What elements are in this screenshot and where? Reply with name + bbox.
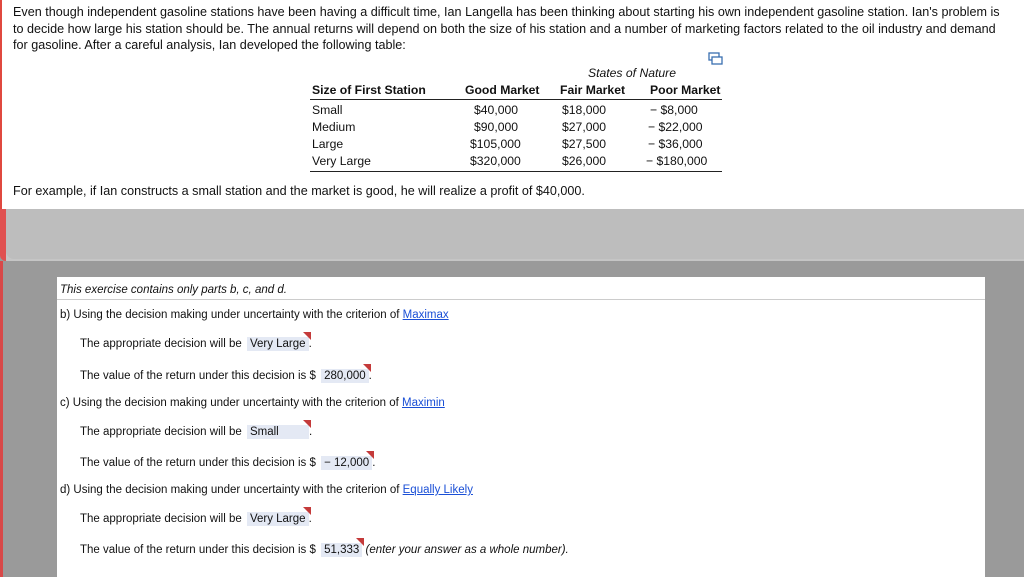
period: . bbox=[308, 338, 312, 350]
question-text: b) Using the decision making under uncertainty with the criterion of bbox=[60, 309, 403, 321]
copy-icon[interactable] bbox=[708, 52, 724, 66]
poor-value: − $180,000 bbox=[646, 154, 708, 168]
header-fair-market: Fair Market bbox=[560, 83, 626, 97]
question-text: d) Using the decision making under uncertainty with the criterion of bbox=[60, 484, 403, 496]
row-label: Small bbox=[312, 103, 343, 117]
part-c-value bbox=[80, 456, 375, 470]
part-c-question bbox=[60, 397, 445, 409]
value-label: The value of the return under this decision is $ bbox=[80, 544, 320, 556]
question-text: c) Using the decision making under uncertainty with the criterion of bbox=[60, 397, 402, 409]
exercise-intro: This exercise contains only parts b, c, and d. bbox=[60, 284, 287, 296]
part-b-decision bbox=[80, 337, 312, 351]
value-label: The value of the return under this decision is $ bbox=[80, 457, 320, 469]
example-text: For example, if Ian constructs a small station and the market is good, he will realize a profit of $40,000. bbox=[13, 184, 585, 198]
row-label: Medium bbox=[312, 120, 356, 134]
intro-separator bbox=[57, 299, 985, 300]
part-d-decision-answer[interactable]: Very Large bbox=[247, 512, 309, 526]
row-label: Large bbox=[312, 137, 344, 151]
left-accent-bar bbox=[0, 261, 3, 577]
period: . bbox=[368, 370, 372, 382]
fair-value: $27,500 bbox=[562, 137, 607, 151]
good-value: $105,000 bbox=[470, 137, 521, 151]
poor-value: − $22,000 bbox=[648, 120, 703, 134]
period: . bbox=[308, 513, 312, 525]
section-divider-band bbox=[0, 209, 1024, 261]
row-label: Very Large bbox=[312, 154, 371, 168]
good-value: $320,000 bbox=[470, 154, 521, 168]
fair-value: $26,000 bbox=[562, 154, 607, 168]
decision-label: The appropriate decision will be bbox=[80, 338, 245, 350]
header-divider bbox=[310, 99, 722, 100]
period: . bbox=[308, 426, 313, 438]
part-d-value bbox=[80, 543, 569, 557]
answer-note: (enter your answer as a whole number). bbox=[365, 544, 569, 556]
poor-value: − $8,000 bbox=[650, 103, 698, 117]
section-divider-inner bbox=[6, 209, 1024, 259]
good-value: $90,000 bbox=[474, 120, 519, 134]
equally-likely-link[interactable]: Equally Likely bbox=[402, 484, 473, 496]
part-d-question bbox=[60, 484, 473, 496]
part-b-question bbox=[60, 309, 449, 321]
header-size: Size of First Station bbox=[312, 83, 426, 97]
problem-panel bbox=[0, 0, 1024, 209]
problem-statement: Even though independent gasoline stations have been having a difficult time, Ian Langella has been thinking about starting his own independent gasoline station. Ian's problem is to decide how large his station should be. The annual returns will depend on both the size of his station and a number of marketing factors related to the oil industry and demand for gasoline. After a careful analysis, Ian developed the following table: bbox=[13, 5, 1000, 52]
answer-panel bbox=[57, 277, 985, 577]
part-c-value-answer[interactable]: − 12,000 bbox=[321, 456, 372, 470]
header-good-market: Good Market bbox=[465, 83, 540, 97]
decision-label: The appropriate decision will be bbox=[80, 513, 245, 525]
maximin-link[interactable]: Maximin bbox=[401, 397, 445, 409]
decision-label: The appropriate decision will be bbox=[80, 426, 245, 438]
value-label: The value of the return under this decision is $ bbox=[80, 370, 320, 382]
poor-value: − $36,000 bbox=[648, 137, 703, 151]
good-value: $40,000 bbox=[474, 103, 519, 117]
part-b-value-answer[interactable]: 280,000 bbox=[321, 369, 369, 383]
part-b-value bbox=[80, 369, 372, 383]
states-of-nature-title: States of Nature bbox=[587, 66, 677, 80]
part-b-decision-answer[interactable]: Very Large bbox=[247, 337, 309, 351]
fair-value: $27,000 bbox=[562, 120, 607, 134]
part-c-decision-answer[interactable]: Small bbox=[247, 425, 309, 439]
table-bottom-rule bbox=[310, 171, 722, 172]
part-c-decision bbox=[80, 425, 312, 439]
fair-value: $18,000 bbox=[562, 103, 607, 117]
maximax-link[interactable]: Maximax bbox=[402, 309, 449, 321]
part-d-value-answer[interactable]: 51,333 bbox=[321, 543, 362, 557]
header-poor-market: Poor Market bbox=[650, 83, 721, 97]
part-d-decision bbox=[80, 512, 312, 526]
period: . bbox=[372, 457, 376, 469]
